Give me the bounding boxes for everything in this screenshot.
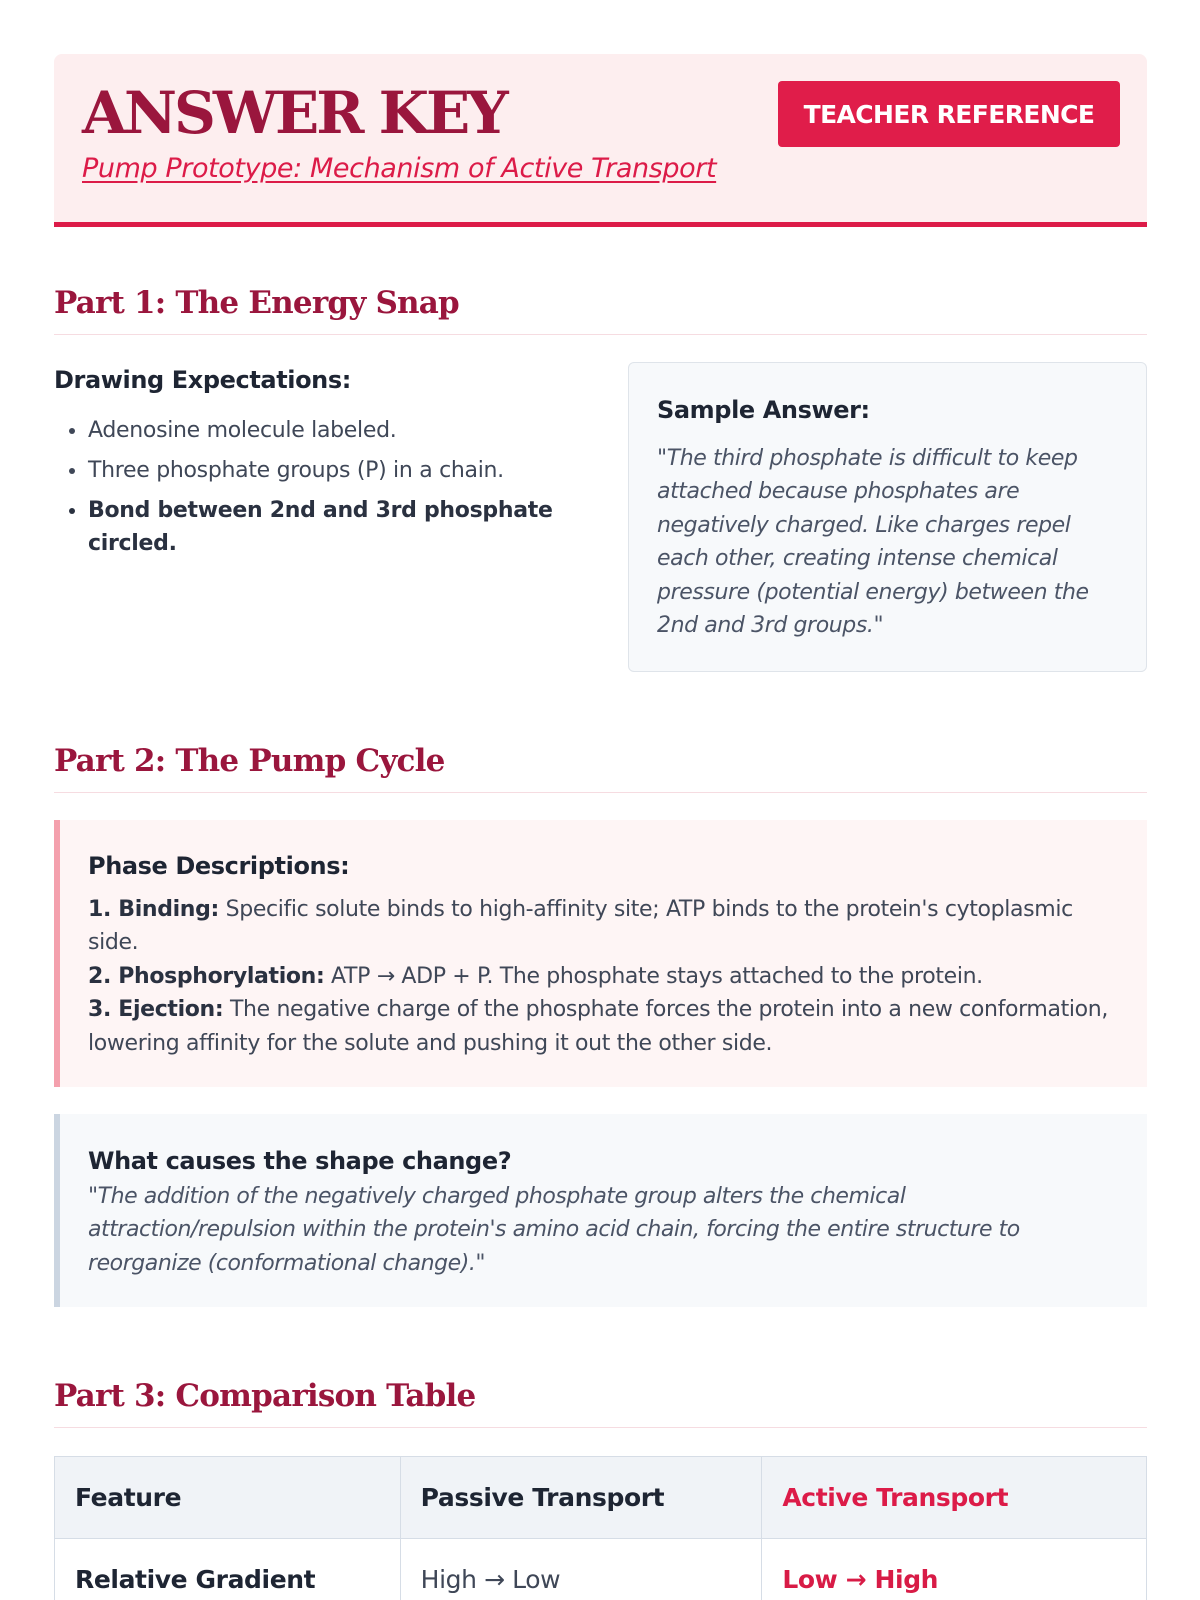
table-cell-passive: High → Low (400, 1539, 762, 1600)
drawing-expectations (54, 366, 574, 567)
drawing-expectations-heading: Drawing Expectations: (54, 366, 351, 394)
phase-item (88, 893, 1117, 960)
phase-label: 3. Ejection: (88, 997, 224, 1023)
list-item: • Bond between 2nd and 3rd phosphate circled. (88, 494, 574, 560)
expectations-list (54, 414, 574, 560)
phase-descriptions-box (54, 820, 1147, 1087)
column-header-active: Active Transport (762, 1457, 1147, 1539)
table-row (55, 1539, 1147, 1600)
part3-heading: Part 3: Comparison Table (54, 1379, 1147, 1428)
phase-label: 2. Phosphorylation: (88, 963, 325, 989)
list-item: • Adenosine molecule labeled. (88, 414, 574, 447)
phase-label: 1. Binding: (88, 897, 219, 922)
part2-heading: Part 2: The Pump Cycle (54, 744, 1147, 793)
phase-text: The negative charge of the phosphate forces the protein into a new conformation, lowering affinity for the solute and pushing it out the other side. (88, 997, 1109, 1056)
column-header-passive: Passive Transport (400, 1457, 762, 1539)
sample-answer-text: "The third phosphate is difficult to keep attached because phosphates are negatively charged. Like charges repel each other, creating intense chemical pressure (potential energy) between the 2nd and 3rd groups." (657, 446, 1089, 639)
phase-descriptions-heading: Phase Descriptions: (88, 852, 350, 880)
phase-text: Specific solute binds to high-affinity site; ATP binds to the protein's cytoplasmic side. (88, 897, 1073, 956)
phase-item (88, 960, 1117, 993)
table-header-row (55, 1457, 1147, 1539)
page-title: ANSWER KEY (82, 79, 506, 147)
phase-item (88, 993, 1117, 1060)
sample-answer-box (628, 362, 1147, 672)
shape-change-answer: "The addition of the negatively charged phosphate group alters the chemical attraction/repulsion within the protein's amino acid chain, forcing the entire structure to reorganize (conformational change)." (88, 1184, 1020, 1276)
sample-answer-heading: Sample Answer: (657, 396, 870, 424)
table-cell-feature: Relative Gradient (55, 1539, 401, 1600)
page-subtitle: Pump Prototype: Mechanism of Active Transport (82, 153, 717, 184)
comparison-table (54, 1456, 1147, 1600)
list-item: • Three phosphate groups (P) in a chain. (88, 454, 574, 487)
shape-change-question: What causes the shape change? (88, 1147, 512, 1175)
answer-key-header (54, 54, 1147, 227)
column-header-feature: Feature (55, 1457, 401, 1539)
teacher-reference-badge: TEACHER REFERENCE (778, 81, 1120, 147)
part1-heading: Part 1: The Energy Snap (54, 286, 1147, 335)
shape-change-box (54, 1114, 1147, 1307)
table-cell-active: Low → High (762, 1539, 1147, 1600)
phase-list (88, 893, 1117, 1060)
phase-text: ATP → ADP + P. The phosphate stays attached to the protein. (324, 963, 983, 989)
